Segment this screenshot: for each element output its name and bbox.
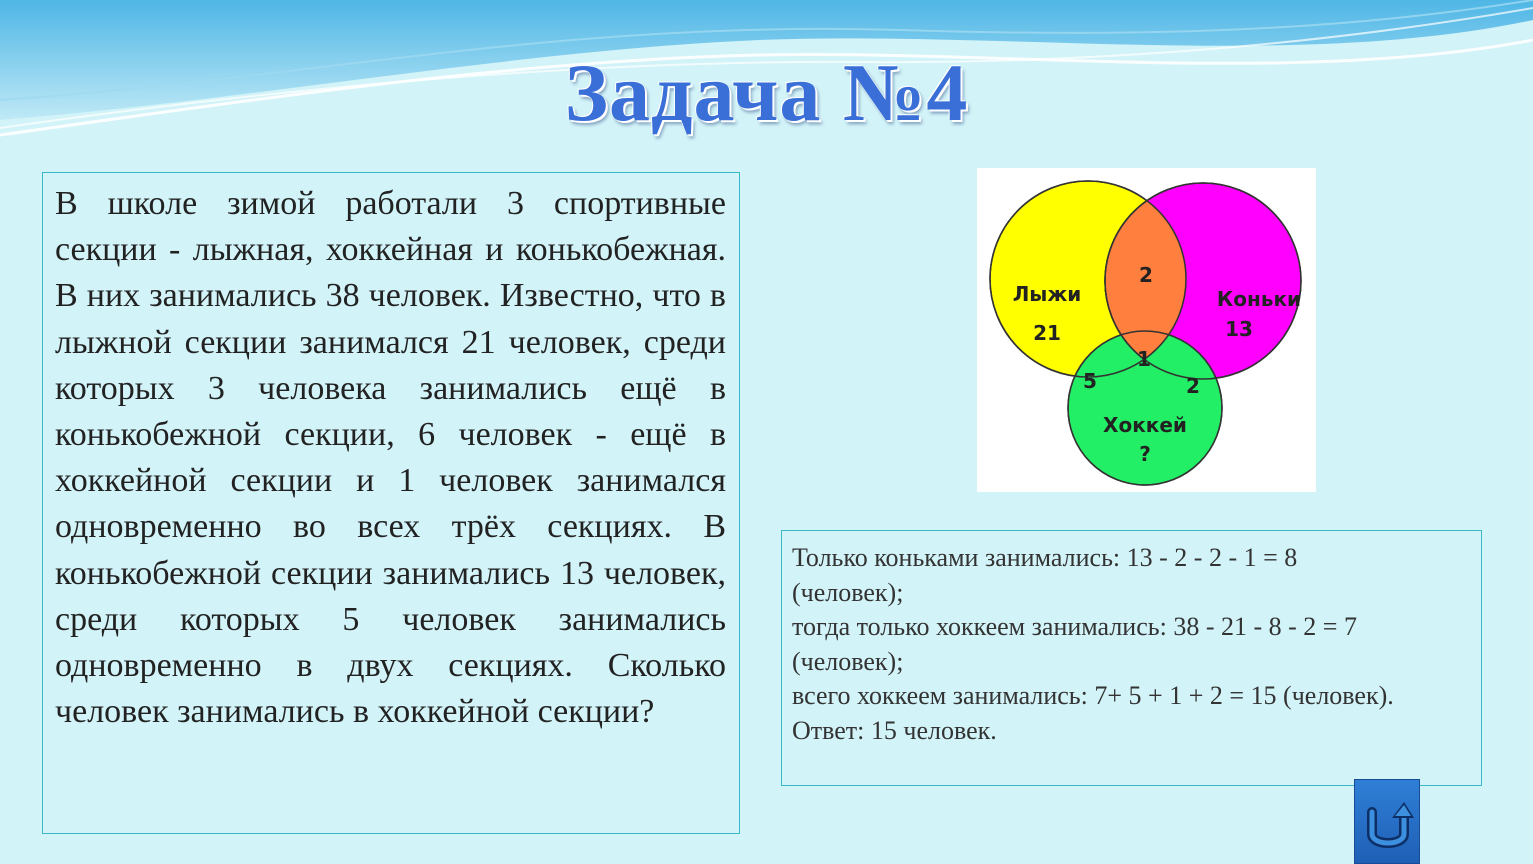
ski-skates-value: 2 [1139,263,1153,287]
solution-box [781,530,1482,786]
venn-diagram [977,168,1316,492]
ski-label: Лыжи [1012,282,1082,306]
problem-statement-box [42,172,740,834]
ski-hockey-value: 5 [1083,369,1097,393]
solution-line: (человек); [792,577,904,607]
u-turn-arrow-icon [1362,796,1414,852]
solution-line: Только коньками занимались: 13 - 2 - 2 - 1 = 8 [792,543,1298,572]
back-button[interactable] [1354,779,1420,864]
skates-label: Коньки [1216,287,1302,311]
hockey-label: Хоккей [1103,413,1187,437]
solution-line: тогда только хоккеем занимались: 38 - 21 - 8 - 2 = 7 [792,612,1357,641]
solution-answer: Ответ: 15 человек. [792,715,997,745]
page-title: Задача №4 [564,47,969,138]
hockey-value: ? [1139,442,1151,466]
solution-line: (человек); [792,646,904,676]
problem-text: В школе зимой работали 3 спортивные секции - лыжная, хоккейная и конькобежная. В них занимались 38 человек. Известно, что в лыжной секции занимался 21 человек, среди которых 3 человека занимались ещё в конькобежной секции, 6 человек - ещё в хоккейной секции и 1 человек занимался одновременно во всех трёх секциях. В конькобежной секции занимались 13 человек, среди которых 5 человек занимались одновременно в двух секциях. Сколько человек занимались в хоккейной секции? [55,185,726,731]
skates-hockey-value: 2 [1186,374,1200,398]
ski-value: 21 [1033,321,1061,345]
solution-line: всего хоккеем занимались: 7+ 5 + 1 + 2 = 15 (человек). [792,681,1394,710]
skates-value: 13 [1225,317,1253,341]
all-three-value: 1 [1137,347,1151,371]
